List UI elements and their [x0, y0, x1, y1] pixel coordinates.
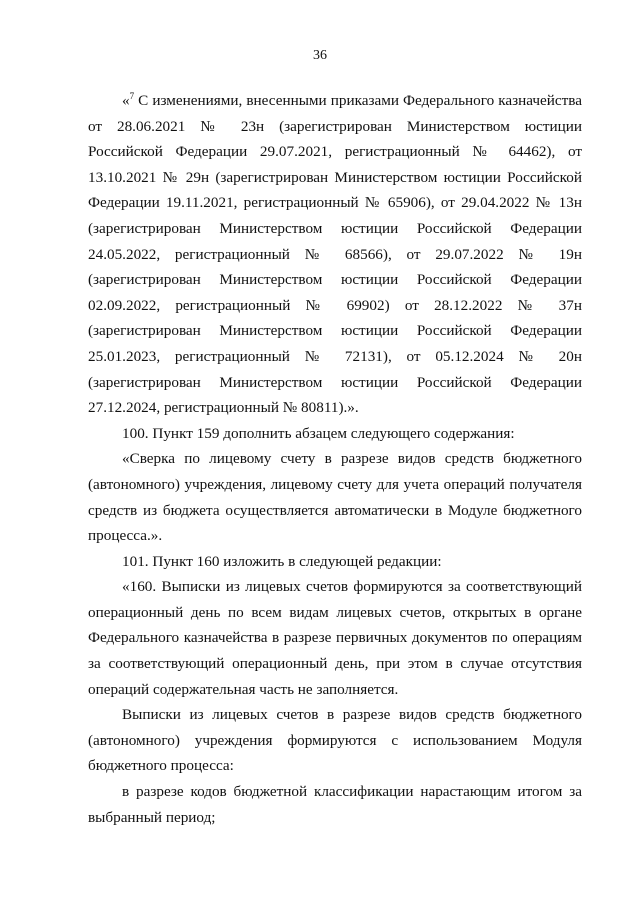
item-101-paragraph: 101. Пункт 160 изложить в следующей редакции:: [122, 552, 442, 570]
item-100-paragraph: 100. Пункт 159 дополнить абзацем следующего содержания:: [122, 424, 515, 442]
item-160-paragraph: «160. Выписки из лицевых счетов формируются за соответствующий операционный день по всем видам лицевых счетов, открытых в органе Федерального казначейства в разрезе первичных документов по операциям за соответствующий операционный день, при этом в случае отсутствия операций содержательная часть не заполняется.: [88, 578, 582, 698]
document-body: [88, 88, 582, 830]
budget-classification-paragraph: в разрезе кодов бюджетной классификации нарастающим итогом за выбранный период;: [88, 783, 582, 826]
footnote-amendments-paragraph: [88, 88, 582, 421]
amendments-text: С изменениями, внесенными приказами Федерального казначейства от 28.06.2021 № 23н (зарегистрирован Министерством юстиции Российской Федерации 29.07.2021, регистрационный № 64462), от 13.10.2021 № 29н (зарегистрирован Министерством юстиции Российской Федерации 19.11.2021, регистрационный № 65906), от 29.04.2022 № 13н (зарегистрирован Министерством юстиции Российской Федерации 24.05.2022, регистрационный № 68566), от 29.07.2022 № 19н (зарегистрирован Министерством юстиции Российской Федерации 02.09.2022, регистрационный № 69902) от 28.12.2022 № 37н (зарегистрирован Министерством юстиции Российской Федерации 25.01.2023, регистрационный № 72131), от 05.12.2024 № 20н (зарегистрирован Министерством юстиции Российской Федерации 27.12.2024, регистрационный № 80811).».: [88, 92, 582, 417]
statements-by-funds-paragraph: Выписки из лицевых счетов в разрезе видов средств бюджетного (автономного) учреждения формируются с использованием Модуля бюджетного процесса:: [88, 706, 582, 775]
page-number: 36: [313, 48, 327, 63]
footnote-mark: 7: [129, 90, 135, 101]
reconciliation-paragraph: «Сверка по лицевому счету в разрезе видов средств бюджетного (автономного) учреждения, лицевому счету для учета операций получателя средств из бюджета осуществляется автоматически в Модуле бюджетного процесса.».: [88, 450, 582, 545]
opening-quote: «: [122, 92, 130, 109]
